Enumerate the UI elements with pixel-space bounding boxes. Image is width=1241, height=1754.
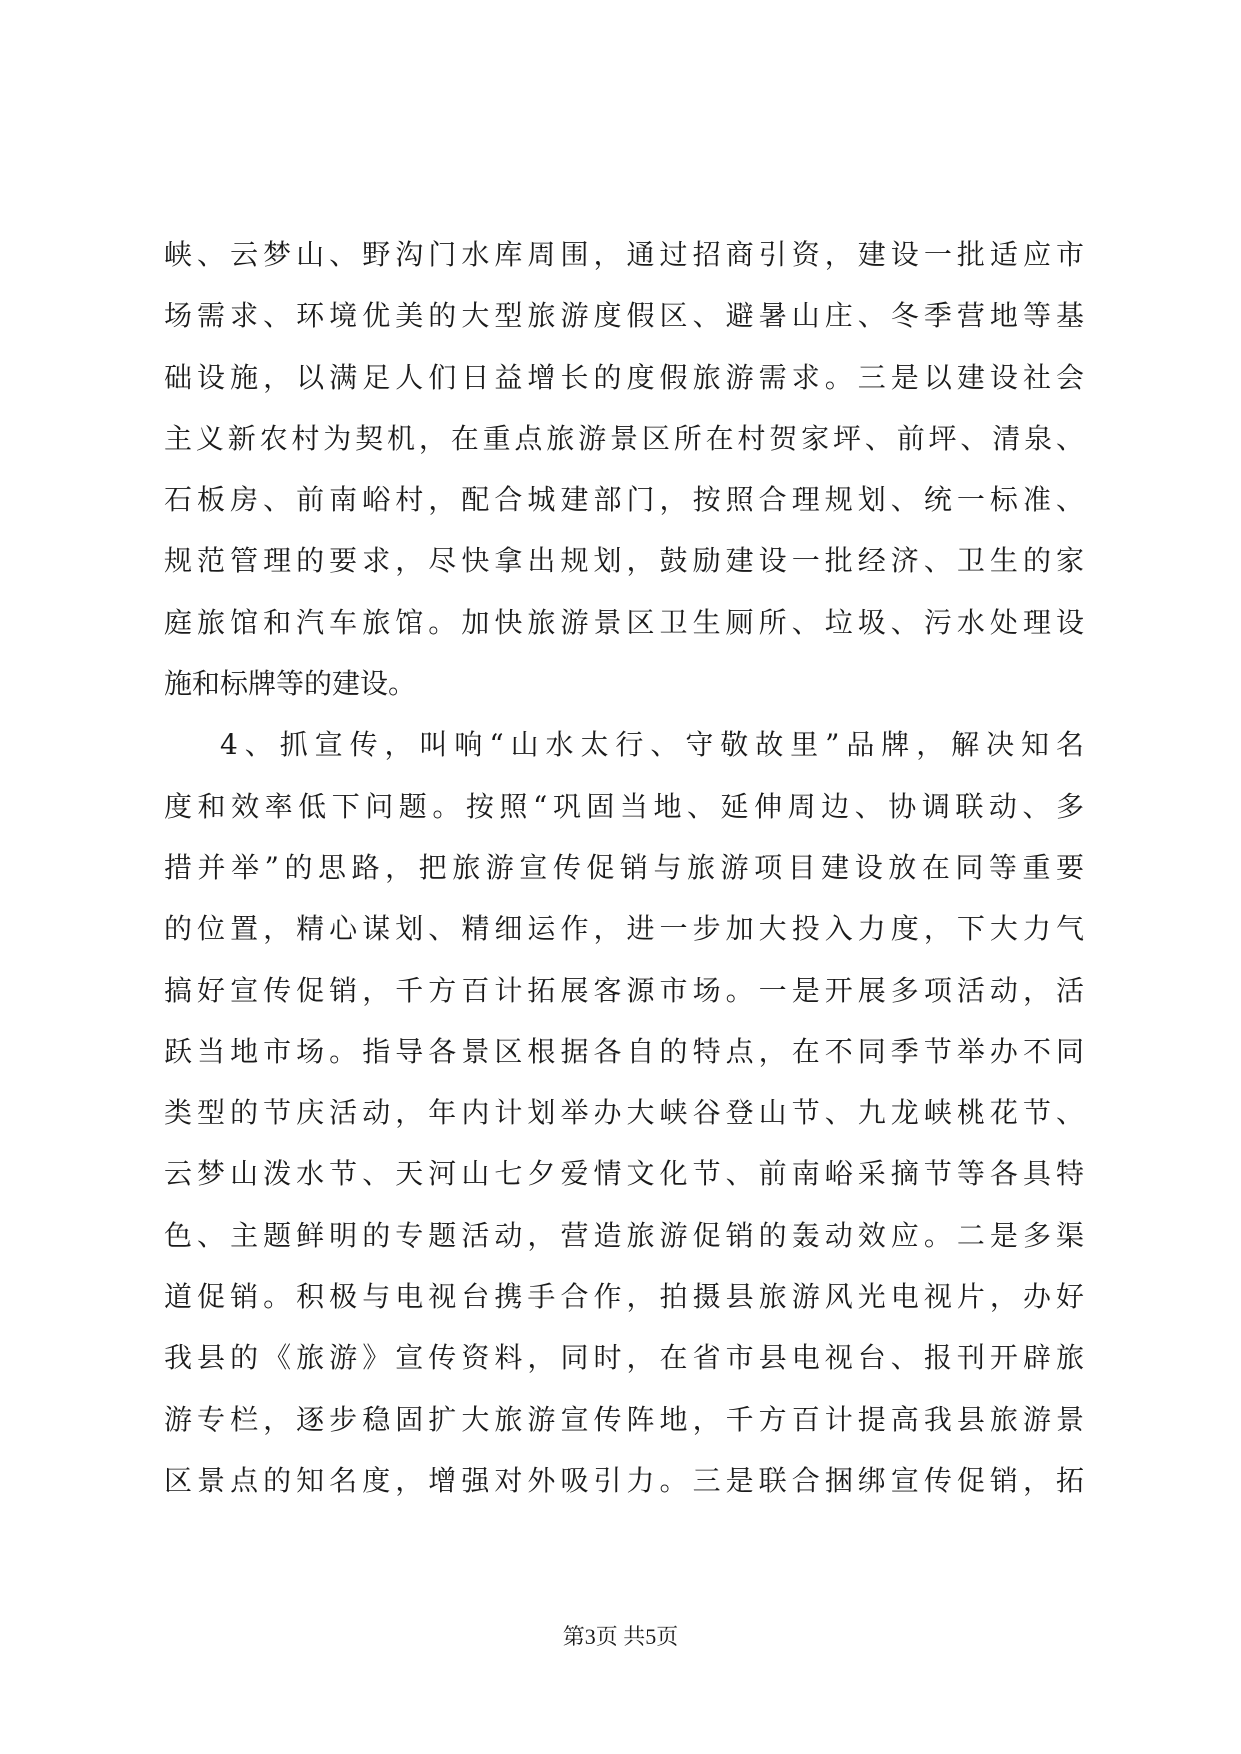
paragraph [164, 714, 1084, 1511]
text-line: 区景点的知名度，增强对外吸引力。三是联合捆绑宣传促销，拓 [164, 1463, 1084, 1497]
text-line: 的位置，精心谋划、精细运作，进一步加大投入力度，下大力气 [164, 912, 1084, 946]
text-line: 游专栏，逐步稳固扩大旅游宣传阵地，千方百计提高我县旅游景 [164, 1402, 1084, 1436]
text-line: 庭旅馆和汽车旅馆。加快旅游景区卫生厕所、垃圾、污水处理设 [164, 605, 1084, 639]
page-footer: 第3页 共5页 [562, 1624, 679, 1649]
text-line: 道促销。积极与电视台携手合作，拍摄县旅游风光电视片，办好 [164, 1280, 1084, 1314]
text-line: 施和标牌等的建设。 [164, 667, 417, 701]
text-line: 搞好宣传促销，千方百计拓展客源市场。一是开展多项活动，活 [164, 973, 1084, 1007]
text-line: 云梦山泼水节、天河山七夕爱情文化节、前南峪采摘节等各具特 [164, 1157, 1084, 1191]
body-text [164, 224, 1084, 1511]
text-line: 场需求、环境优美的大型旅游度假区、避暑山庄、冬季营地等基 [164, 299, 1084, 333]
text-line: 度和效率低下问题。按照“巩固当地、延伸周边、协调联动、多 [164, 789, 1084, 823]
text-line: 础设施，以满足人们日益增长的度假旅游需求。三是以建设社会 [164, 360, 1084, 394]
text-line: 类型的节庆活动，年内计划举办大峡谷登山节、九龙峡桃花节、 [164, 1096, 1084, 1130]
text-line: 色、主题鲜明的专题活动，营造旅游促销的轰动效应。二是多渠 [164, 1218, 1084, 1252]
text-line: 4、抓宣传，叫响“山水太行、守敬故里”品牌，解决知名 [220, 728, 1084, 762]
text-line: 主义新农村为契机，在重点旅游景区所在村贺家坪、前坪、清泉、 [164, 421, 1084, 455]
text-line: 石板房、前南峪村，配合城建部门，按照合理规划、统一标准、 [164, 483, 1084, 517]
text-line: 峡、云梦山、野沟门水库周围，通过招商引资，建设一批适应市 [164, 238, 1084, 271]
text-line: 措并举”的思路，把旅游宣传促销与旅游项目建设放在同等重要 [164, 850, 1084, 884]
text-line: 跃当地市场。指导各景区根据各自的特点，在不同季节举办不同 [164, 1034, 1084, 1068]
text-line: 规范管理的要求，尽快拿出规划，鼓励建设一批经济、卫生的家 [164, 544, 1084, 578]
paragraph [164, 224, 1084, 714]
text-line: 我县的《旅游》宣传资料，同时，在省市县电视台、报刊开辟旅 [164, 1341, 1084, 1375]
